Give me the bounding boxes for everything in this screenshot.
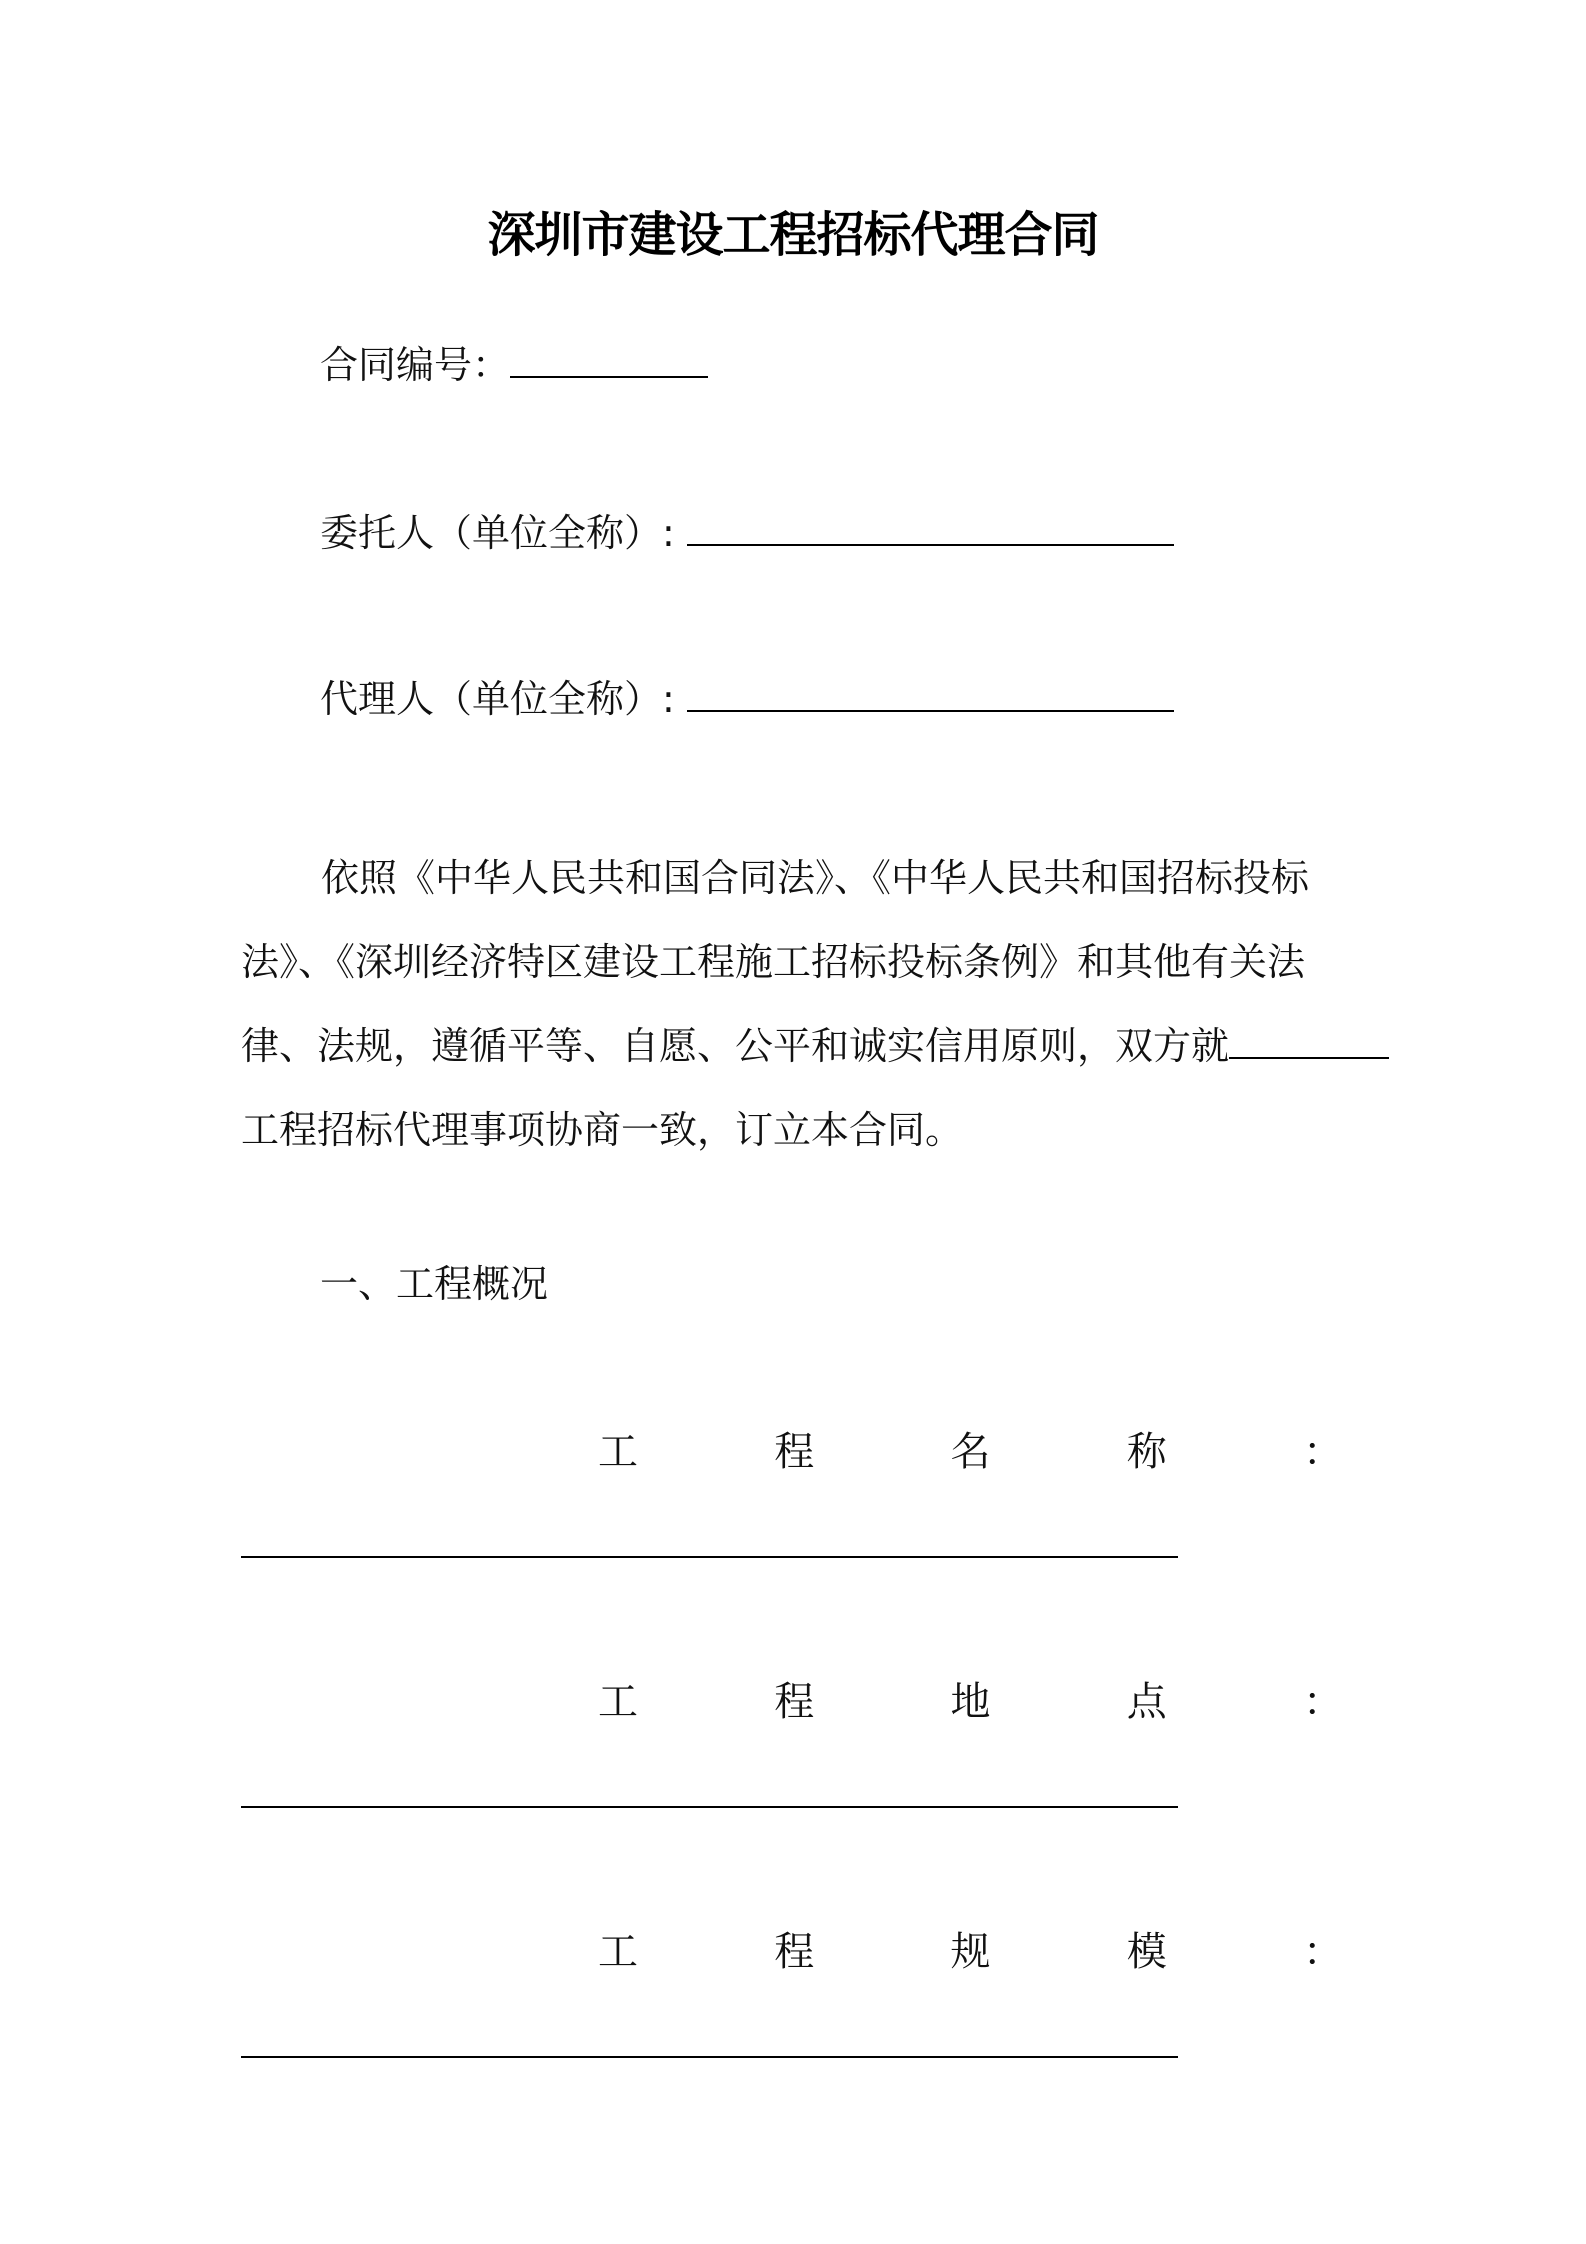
agent-name-blank[interactable] [687,670,1174,712]
contract-number-blank[interactable] [510,336,708,378]
label-char: 程 [774,1679,815,1725]
label-char: 工 [598,1679,638,1725]
label-char: 程 [774,1429,815,1475]
label-char: ： [1303,1429,1343,1475]
document-title: 深圳市建设工程招标代理合同 [487,207,1099,263]
client-row [320,504,1174,559]
label-char: 工 [598,1929,638,1975]
paragraph-line: 法》、《深圳经济特区建设工程施工招标投标条例》和其他有关法 [241,940,1306,984]
label-char: 工 [598,1429,638,1475]
label-char: ： [1303,1929,1343,1975]
label-char: 名 [950,1429,991,1475]
paragraph-line: 依照《中华人民共和国合同法》、《中华人民共和国招标投标 [321,856,1310,900]
label-char: 规 [950,1929,991,1975]
paragraph-line-with-blank [241,1004,1351,1088]
project-location-blank[interactable] [241,1806,1178,1808]
project-scale-label [598,1926,1343,1978]
paragraph-line: 工程招标代理事项协商一致，订立本合同。 [241,1108,964,1152]
label-char: 程 [774,1929,815,1975]
project-name-blank[interactable] [241,1556,1178,1558]
section-one-heading: 一、工程概况 [320,1262,549,1306]
label-char: 模 [1126,1929,1167,1975]
label-char: 称 [1126,1429,1167,1475]
project-name-inline-blank[interactable] [1229,1025,1389,1059]
preamble-paragraph [241,836,1351,1172]
label-char: 点 [1126,1679,1167,1725]
client-name-blank[interactable] [687,504,1174,546]
project-location-label [598,1676,1343,1728]
project-name-label [598,1426,1343,1478]
client-label: 委托人（单位全称）: [320,511,675,555]
contract-number-row [320,336,708,391]
project-scale-blank[interactable] [241,2056,1178,2058]
label-char: 地 [950,1679,991,1725]
agent-row [320,670,1174,725]
contract-number-label: 合同编号： [320,343,511,387]
paragraph-line: 律、法规，遵循平等、自愿、公平和诚实信用原则，双方就 [241,1024,1230,1068]
agent-label: 代理人（单位全称）: [320,677,675,721]
label-char: ： [1303,1679,1343,1725]
